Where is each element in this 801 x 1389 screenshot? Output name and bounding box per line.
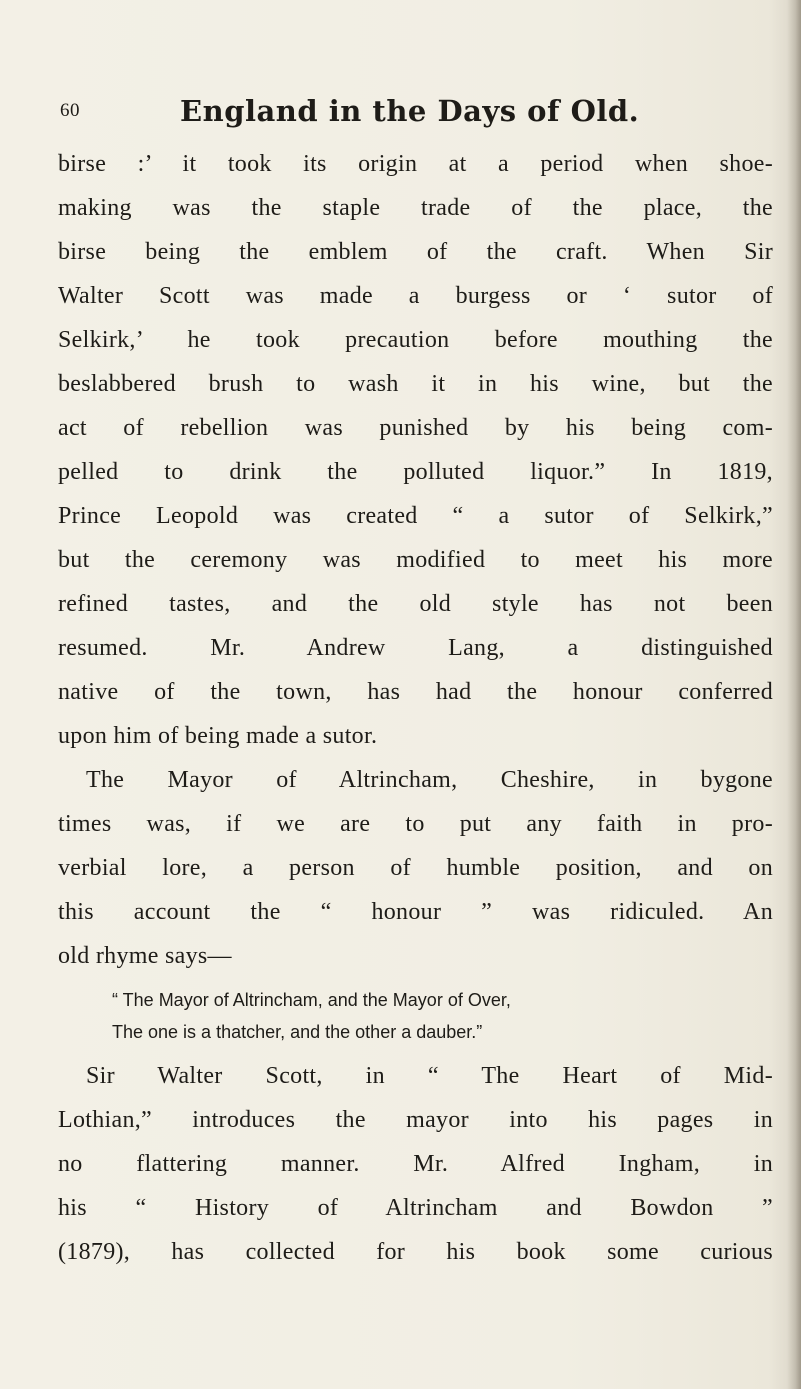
- text-line: pelled to drink the polluted liquor.” In 1819,: [58, 459, 773, 485]
- text-line: refined tastes, and the old style has not been: [58, 591, 773, 617]
- paragraph-2: [58, 758, 773, 978]
- paragraph-3: [58, 1054, 773, 1274]
- text-line: verbial lore, a person of humble position, and on: [58, 855, 773, 881]
- text-line: The Mayor of Altrincham, Cheshire, in bygone: [86, 767, 773, 793]
- text-line: Sir Walter Scott, in “ The Heart of Mid-: [86, 1063, 773, 1089]
- text-line: resumed. Mr. Andrew Lang, a distinguished: [58, 635, 773, 661]
- text-line: upon him of being made a sutor.: [58, 723, 378, 749]
- text-line: Lothian,” introduces the mayor into his pages in: [58, 1107, 773, 1133]
- text-line: (1879), has collected for his book some curious: [58, 1239, 773, 1265]
- text-line: times was, if we are to put any faith in pro-: [58, 811, 773, 837]
- text-line: no flattering manner. Mr. Alfred Ingham, in: [58, 1151, 773, 1177]
- text-line: this account the “ honour ” was ridiculed. An: [58, 899, 773, 925]
- paragraph-1: [58, 142, 773, 758]
- text-line: beslabbered brush to wash it in his wine, but the: [58, 371, 773, 397]
- text-line: old rhyme says—: [58, 943, 232, 969]
- text-line: birse being the emblem of the craft. When Sir: [58, 239, 773, 265]
- page-edge-shadow: [787, 0, 801, 1389]
- text-line: Selkirk,’ he took precaution before mouthing the: [58, 327, 773, 353]
- body-text: [58, 142, 773, 1274]
- text-line: Walter Scott was made a burgess or ‘ sutor of: [58, 283, 773, 309]
- text-line: native of the town, has had the honour conferred: [58, 679, 773, 705]
- text-line: but the ceremony was modified to meet his more: [58, 547, 773, 573]
- page-header: [60, 94, 772, 140]
- text-line: Prince Leopold was created “ a sutor of Selkirk,”: [58, 503, 773, 529]
- verse-quotation: [58, 984, 713, 1048]
- running-title: England in the Days of Old.: [180, 94, 640, 128]
- text-line: birse :’ it took its origin at a period when shoe-: [58, 151, 773, 177]
- text-line: his “ History of Altrincham and Bowdon ”: [58, 1195, 773, 1221]
- text-line: making was the staple trade of the place, the: [58, 195, 773, 221]
- text-line: act of rebellion was punished by his being com-: [58, 415, 773, 441]
- page-number: 60: [60, 100, 80, 121]
- verse-line: The one is a thatcher, and the other a dauber.”: [112, 1022, 483, 1042]
- verse-line: “ The Mayor of Altrincham, and the Mayor of Over,: [112, 990, 511, 1010]
